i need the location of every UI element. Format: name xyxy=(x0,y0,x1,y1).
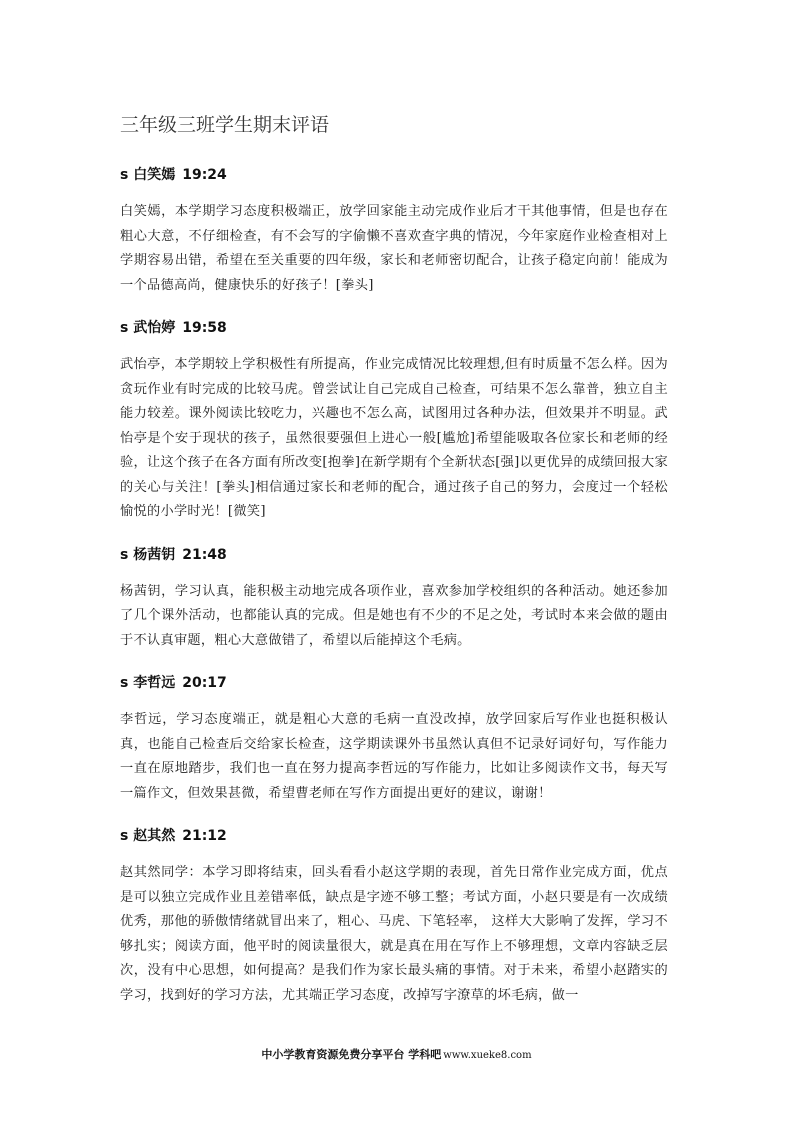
footer-url[interactable]: www.xueke8.com xyxy=(443,1050,532,1061)
page-footer xyxy=(0,1046,793,1062)
entry-comment: 李哲远，学习态度端正，就是粗心大意的毛病一直没改掉，放学回家后写作业也挺积极认真，也能自己检查后交给家长检查，这学期读课外书虽然认真但不记录好词好句，写作能力一直在原地踏步，我们也一直在努力提高李哲远的写作能力，比如让多阅读作文书，每天写一篇作文，但效果甚微，希望曹老师在写作方面提出更好的建议，谢谢！ xyxy=(120,712,668,801)
entry-time: 21:48 xyxy=(182,546,227,563)
page-title: 三年级三班学生期末评语 xyxy=(120,114,330,136)
entry-time: 21:12 xyxy=(182,828,227,844)
student-name: 白笑嫣 xyxy=(133,167,176,183)
student-name: 李哲远 xyxy=(133,675,176,691)
entry-prefix: s xyxy=(120,675,129,691)
entry-header xyxy=(120,825,668,847)
entry-time: 19:58 xyxy=(182,320,227,336)
student-name: 武怡婷 xyxy=(133,320,176,336)
comment-entry xyxy=(120,317,668,525)
comment-entry xyxy=(120,164,668,298)
comment-entry xyxy=(120,672,668,806)
student-name: 赵其然 xyxy=(133,828,176,844)
comment-list xyxy=(120,164,668,1027)
entry-comment: 杨茜钥，学习认真，能积极主动地完成各项作业，喜欢参加学校组织的各种活动。她还参加了几个课外活动，也都能认真的完成。但是她也有不少的不足之处，考试时本来会做的题由于不认真审题，粗心大意做错了，希望以后能掉这个毛病。 xyxy=(120,583,668,648)
entry-prefix: s xyxy=(120,167,129,183)
entry-comment: 武怡亭，本学期较上学积极性有所提高，作业完成情况比较理想,但有时质量不怎么样。因为贪玩作业有时完成的比较马虎。曾尝试让自己完成自己检查，可结果不怎么靠普，独立自主能力较差。课外阅读比较吃力，兴趣也不怎么高，试图用过各种办法，但效果并不明显。武怡亭是个安于现状的孩子，虽然很要强但上进心一般[尴尬]希望能吸取各位家长和老师的经验，让这个孩子在各方面有所改变[抱拳]在新学期有个全新状态[强]以更优异的成绩回报大家的关心与关注！[拳头]相信通过家长和老师的配合，通过孩子自己的努力，会度过一个轻松愉悦的小学时光！[微笑] xyxy=(120,357,668,519)
entry-header xyxy=(120,164,668,186)
entry-time: 19:24 xyxy=(182,167,227,183)
footer-label: 中小学教育资源免费分享平台 学科吧 xyxy=(261,1048,442,1061)
entry-prefix: s xyxy=(120,828,129,844)
entry-comment: 白笑嫣，本学期学习态度积极端正，放学回家能主动完成作业后才干其他事情，但是也存在粗心大意，不仔细检查，有不会写的字偷懒不喜欢查字典的情况，今年家庭作业检查相对上学期容易出错，希望在至关重要的四年级，家长和老师密切配合，让孩子稳定向前！能成为一个品德高尚，健康快乐的好孩子！[拳头] xyxy=(120,204,668,293)
entry-prefix: s xyxy=(120,546,129,563)
entry-prefix: s xyxy=(120,320,129,336)
student-name: 杨茜钥 xyxy=(133,546,176,563)
entry-time: 20:17 xyxy=(182,675,227,691)
entry-header xyxy=(120,544,668,566)
entry-header xyxy=(120,672,668,694)
comment-entry xyxy=(120,825,668,1008)
entry-header xyxy=(120,317,668,339)
entry-comment: 赵其然同学：本学习即将结束，回头看看小赵这学期的表现，首先日常作业完成方面，优点是可以独立完成作业且差错率低，缺点是字迹不够工整；考试方面，小赵只要是有一次成绩优秀，那他的骄傲情绪就冒出来了，粗心、马虎、下笔轻率， 这样大大影响了发挥，学习不够扎实；阅读方面，他平时的阅读量很大，就是真在用在写作上不够理想，文章内容缺乏层次，没有中心思想，如何提高？是我们作为家长最头痛的事情。对于未来，希望小赵踏实的学习，找到好的学习方法，尤其端正学习态度，改掉写字潦草的坏毛病，做一 xyxy=(120,865,668,1003)
comment-entry xyxy=(120,544,668,654)
